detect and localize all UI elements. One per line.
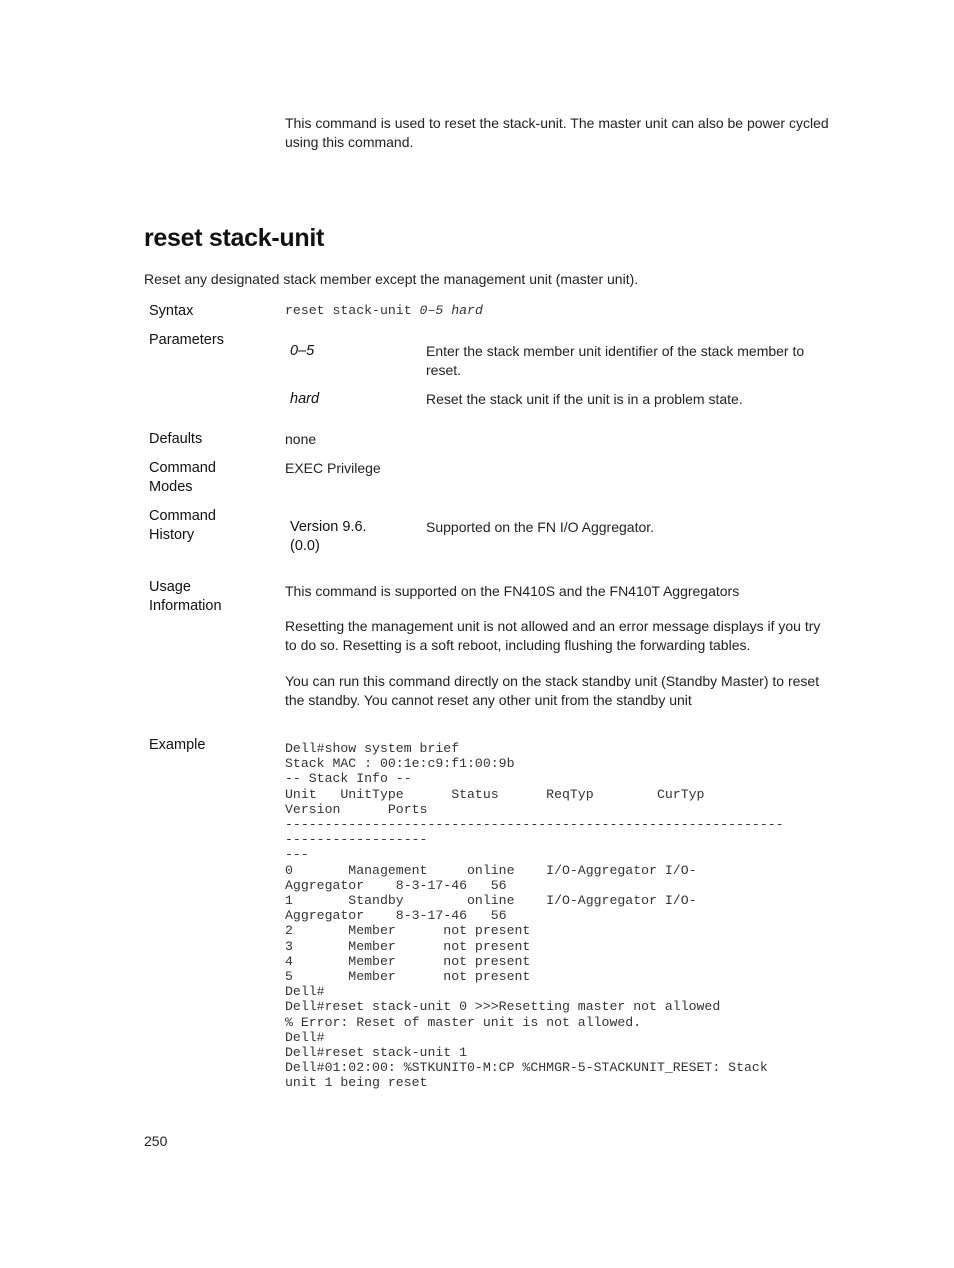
- command-history-label-line: History: [149, 527, 195, 543]
- usage-paragraph: Resetting the management unit is not allowed and an error message displays if you try to do so. Resetting is a soft reboot, including flushing the forwarding tables.: [285, 618, 821, 653]
- syntax-args: 0–5 hard: [419, 303, 483, 318]
- defaults-label: Defaults: [149, 431, 203, 447]
- history-version: [290, 518, 367, 556]
- example-label: Example: [149, 737, 206, 753]
- usage-paragraph: You can run this command directly on the stack standby unit (Standby Master) to reset the standby. You cannot reset any other unit from the standby unit: [285, 673, 820, 708]
- usage-paragraph: This command is supported on the FN410S and the FN410T Aggregators: [285, 583, 740, 599]
- history-desc: Supported on the FN I/O Aggregator.: [426, 519, 655, 535]
- param-desc: Reset the stack unit if the unit is in a problem state.: [426, 391, 743, 407]
- param-name: hard: [290, 391, 320, 407]
- usage-label-line: Information: [149, 598, 222, 614]
- syntax-label: Syntax: [149, 303, 194, 319]
- parameters-label: Parameters: [149, 332, 224, 348]
- command-modes-label-line: Command: [149, 460, 216, 476]
- command-modes-label-line: Modes: [149, 479, 193, 495]
- command-description: Reset any designated stack member except the management unit (master unit).: [144, 271, 639, 287]
- page-title: reset stack-unit: [144, 224, 324, 252]
- syntax-value: [285, 303, 483, 318]
- defaults-value: none: [285, 431, 317, 447]
- intro-text: This command is used to reset the stack-unit. The master unit can also be power cycled using this command.: [285, 115, 829, 150]
- command-modes-value: EXEC Privilege: [285, 460, 381, 476]
- param-desc: Enter the stack member unit identifier of the stack member to reset.: [426, 343, 805, 378]
- example-code-block: Dell#show system brief Stack MAC : 00:1e:c9:f1:00:9b -- Stack Info -- Unit UnitType Status ReqTyp CurTyp Version Ports --------------------------------------------------------------- ------------------ --- 0 Management online I/O-Aggregator I/O- Aggregator 8-3-17-46 56 1 Standby online I/O-Aggregator I/O- Aggregator 8-3-17-46 56 2 Member not present 3 Member not present 4 Member not present 5 Member not present Dell# Dell#reset stack-unit 0 >>>Resetting master not allowed % Error: Reset of master unit is not allowed. Dell# Dell#reset stack-unit 1 Dell#01:02:00: %STKUNIT0-M:CP %CHMGR-5-STACKUNIT_RESET: Stack unit 1 being reset: [285, 741, 784, 1091]
- syntax-command: reset stack-unit: [285, 303, 412, 318]
- param-name: 0–5: [290, 343, 315, 359]
- command-history-label-line: Command: [149, 508, 216, 524]
- command-history-label: [149, 507, 216, 545]
- history-version-line: (0.0): [290, 538, 320, 554]
- history-version-line: Version 9.6.: [290, 519, 367, 535]
- usage-label-line: Usage: [149, 579, 191, 595]
- command-modes-label: [149, 459, 216, 497]
- usage-label: [149, 578, 222, 616]
- page-number: 250: [144, 1133, 168, 1149]
